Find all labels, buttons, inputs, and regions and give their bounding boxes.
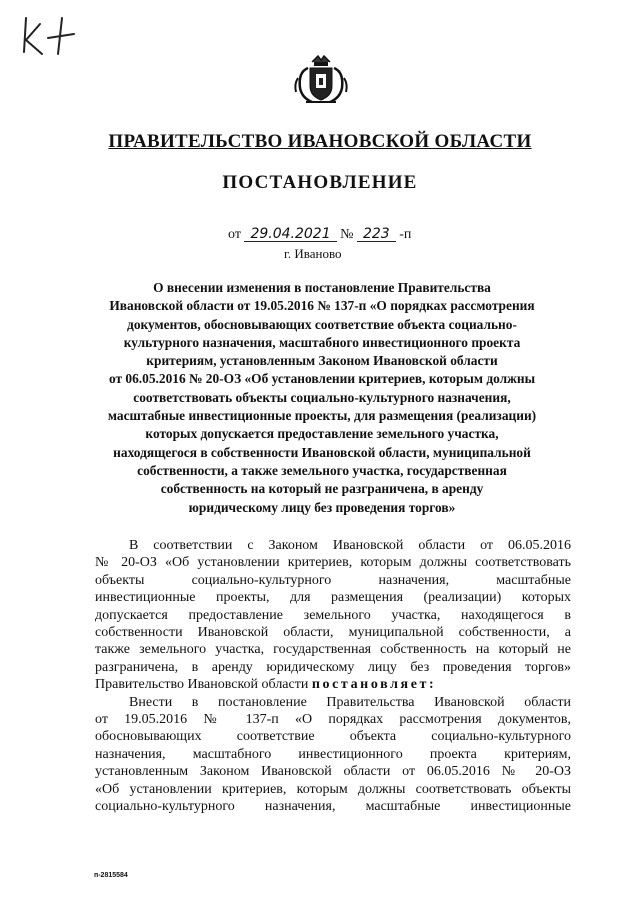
subject-line: собственность на который не разграничена, в аренду [160, 481, 484, 497]
body-line: Внести в постановление Правительства Ивановской области [129, 694, 571, 710]
body-line: от 19.05.2016 № 137-п «О порядках рассмотрения документов, [95, 712, 571, 728]
subject-line: масштабные инвестиционные проекты, для размещения (реализации) [107, 408, 537, 424]
subject-line: находящегося в собственности Ивановской области, муниципальной [113, 444, 531, 460]
subject-line: документов, обосновывающих соответствие объекта социально- [127, 316, 517, 332]
body-line: обосновывающих соответствие объекта социально-культурного [95, 729, 571, 745]
handwritten-mark-signature [18, 12, 88, 58]
subject-line: которых допускается предоставление земельного участка, [145, 426, 499, 442]
document-date: 29.04.2021 [244, 227, 336, 242]
org-title: ПРАВИТЕЛЬСТВО ИВАНОВСКОЙ ОБЛАСТИ [108, 131, 532, 152]
body-line: также земельного участка, государственная собственность на который не [95, 642, 571, 658]
subject-line: от 06.05.2016 № 20-ОЗ «Об установлении критериев, которым должны [108, 371, 536, 387]
date-number-line [228, 227, 411, 243]
resolve-word: постановляет: [311, 677, 437, 693]
body-line: допускается предоставление земельного участка, находящегося в [95, 607, 571, 623]
resolve-prefix: Правительство Ивановской области [95, 677, 312, 693]
number-sign: № [340, 227, 354, 242]
subject-line: соответствовать объекты социально-культурного назначения, [133, 389, 511, 405]
footer-code: п-2815584 [94, 872, 128, 879]
subject-line: критериям, установленным Законом Ивановской области [146, 353, 498, 369]
subject-line: Ивановской области от 19.05.2016 № 137-п «О порядках рассмотрения [109, 298, 535, 314]
city: г. Иваново [284, 246, 342, 261]
body-line: разграничена, в аренду юридическому лицу без проведения торгов» [95, 659, 571, 675]
document-number: 223 [357, 227, 396, 242]
subject-line: О внесении изменения в постановление Правительства [153, 280, 491, 295]
subject-line: собственности, а также земельного участка, государственная [137, 462, 507, 478]
body-line: № 20-ОЗ «Об установлении критериев, которым должны соответствовать [95, 555, 571, 571]
body-line: В соответствии с Законом Ивановской области от 06.05.2016 [129, 538, 571, 553]
subject-line: культурного назначения, масштабного инвестиционного проекта [123, 334, 521, 350]
body-line: социально-культурного назначения, масштабные инвестиционные [95, 799, 571, 815]
resolve-line [95, 676, 571, 693]
body-line: установленным Законом Ивановской области от 06.05.2016 № 20-ОЗ [95, 764, 571, 780]
subject-line: юридическому лицу без проведения торгов» [188, 499, 456, 515]
body-line: инвестиционные проекты, для размещения (реализации) которых [95, 590, 571, 606]
number-suffix: -п [399, 227, 412, 242]
coat-of-arms-icon [292, 54, 350, 106]
body-line: «Об установлении критериев, которым должны соответствовать объекты [95, 781, 571, 797]
body-line: назначения, масштабного инвестиционного проекта критериям, [95, 746, 571, 762]
body-line: объекты социально-культурного назначения, масштабные [95, 572, 571, 588]
document-body [95, 537, 571, 816]
body-line: собственности Ивановской области, муниципальной собственности, а [95, 625, 571, 641]
date-prefix: от [228, 227, 241, 242]
document-type-title: ПОСТАНОВЛЕНИЕ [222, 172, 418, 193]
document-subject [94, 279, 550, 517]
